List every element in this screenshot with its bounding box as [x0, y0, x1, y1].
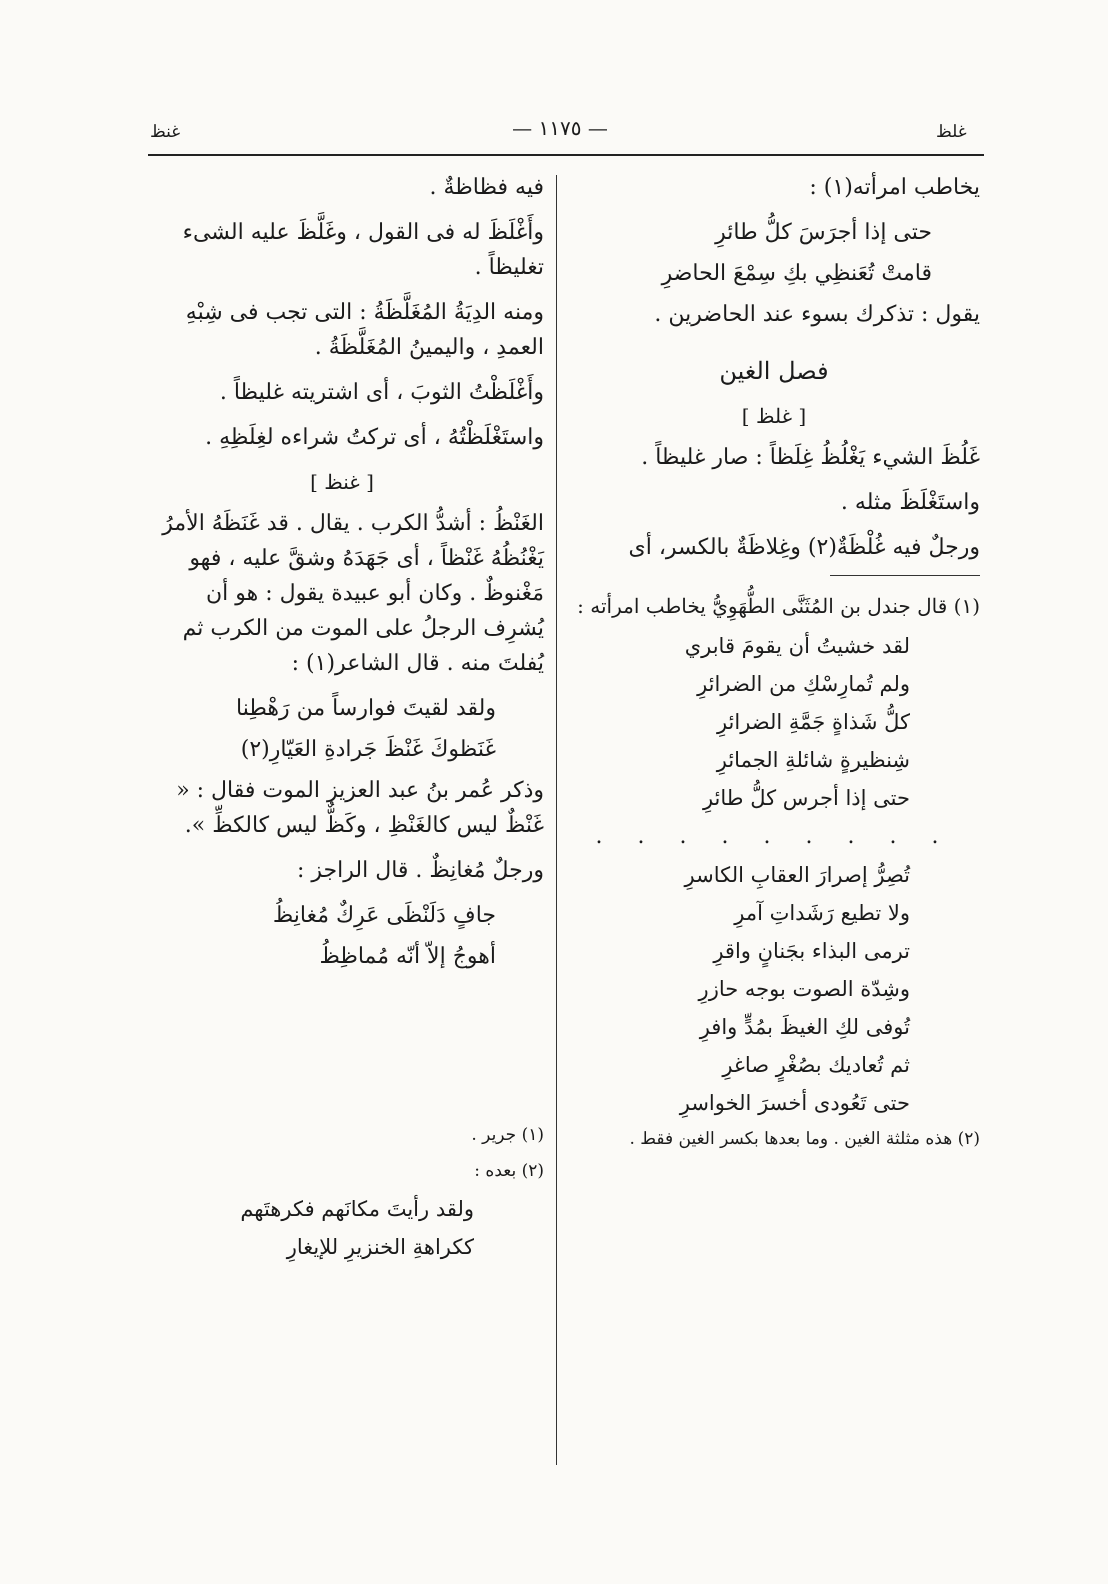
right-paragraph-3: ورجلٌ فيه غُلْظَةٌ(٢) وغِلاظَةٌ بالكسر، أى	[628, 535, 980, 560]
footnote-verse: ولم تُمارِسْكِ من الضرائرِ	[697, 672, 910, 696]
left-footnote-1: (١) جرير .	[471, 1125, 544, 1145]
right-verse-2: قامتْ تُعَنظِي بكِ سِمْعَ الحاضرِ	[661, 261, 932, 286]
left-paragraph-6: الغَنْظُ : أشدُّ الكرب . يقال . قد غَنَظَهُ الأمرُ يَغْنُظُهُ غَنْظاً ، أى جَهَدَهُ وشقَّ عليه ، فهو مَغْنوظٌ . وكان أبو عبيدة يقول : هو أن يُشرِف الرجلُ على الموت من الكرب ثم يُفلتَ منه . قال الشاعر(١) :	[162, 511, 544, 676]
left-verse-3: جافٍ دَلَنْظَى عَرِكٌ مُغانِظُ	[272, 903, 496, 928]
entry-headword-ghnz: [ غنظ ]	[310, 470, 374, 494]
right-paragraph-1: غَلُظَ الشيء يَغْلُظُ غِلَظاً : صار غليظاً .	[641, 445, 980, 470]
column-divider	[556, 175, 557, 1465]
left-verse-4: أهوجُ إلاّ أنّه مُماظِظُ	[319, 944, 496, 969]
right-verse-1: حتى إذا أجرَسَ كلُّ طائرِ	[715, 220, 932, 245]
left-verse-2: غَنَظوكَ غَنْظَ جَرادةِ العَيّارِ(٢)	[240, 737, 496, 762]
left-paragraph-2: وأَغْلَظَ له فى القول ، وغَلَّظَ عليه الشىء تغليظاً .	[182, 220, 544, 280]
footnote-1-intro: (١) قال جندل بن المُثَنَّى الطُّهَوِيُّ يخاطب امرأته :	[577, 594, 980, 618]
footnote-verse: شِنظيرةٍ شائلةِ الجمائرِ	[716, 748, 910, 772]
footnote-verse: كلُّ شَذاةٍ جَمَّةِ الضرائرِ	[716, 710, 910, 734]
left-column	[140, 170, 544, 1268]
left-verse-1: ولقد لقيتَ فوارساً من رَهْطِنا	[236, 696, 496, 721]
footnote-verse: حتى تَعُودى أخسرَ الخواسرِ	[679, 1091, 910, 1115]
footnote-verse: تُصِرُّ إصرارَ العقابِ الكاسرِ	[684, 863, 910, 887]
left-paragraph-3: ومنه الدِيَةُ المُغَلَّظَةُ : التى تجب فى شِبْهِ العمدِ ، واليمينُ المُغَلَّظَةُ .	[185, 300, 544, 360]
footnote-verse: لقد خشيتُ أن يقومَ قابري	[684, 634, 910, 658]
footnote-verse: وشِدّة الصوت بوجه حازرِ	[698, 977, 910, 1001]
header-left-word: غنظ	[150, 122, 181, 142]
left-footnote-2: (٢) بعده :	[474, 1161, 544, 1181]
footnote-verse: ترمى البذاء بجَنانٍ واقرِ	[713, 939, 910, 963]
left-paragraph-8: ورجلٌ مُغانِظٌ . قال الراجز :	[297, 858, 544, 883]
entry-headword-ghlz: [ غلظ ]	[741, 404, 807, 428]
footnote-verse: تُوفى لكِ الغيظَ بمُدٍّ وافرِ	[699, 1015, 910, 1039]
ellipsis-dots: . . . . . . . . .	[595, 824, 953, 849]
right-gloss: يقول : تذكرك بسوء عند الحاضرين .	[654, 302, 980, 327]
footnote-verse: ولا تطيع رَشَداتِ آمرِ	[734, 901, 910, 925]
header-right-word: غلظ	[936, 122, 967, 142]
footnote-verse: ثم تُعاديك بصُغْرٍ صاغرِ	[722, 1053, 910, 1077]
left-footnote-verse-2: ككراهةِ الخنزيرِ للإيغارِ	[286, 1235, 474, 1259]
right-column	[568, 170, 980, 1160]
left-paragraph-5: واستَغْلَظْتُهُ ، أى تركتُ شراءه لغِلَظِهِ .	[205, 425, 544, 450]
left-paragraph-7: وذكر عُمر بنُ عبد العزيز الموت فقال : « غَنْظٌ ليس كالغَنْظِ ، وكَظٌّ ليس كالكظِّ ».	[176, 778, 544, 838]
page-number: — ١١٧٥ —	[512, 116, 608, 140]
right-intro: يخاطب امرأته(١) :	[809, 175, 980, 200]
right-paragraph-2: واستَغْلَظَ مثله .	[840, 490, 980, 515]
footnote-verse: حتى إذا أجرس كلُّ طائرِ	[702, 786, 910, 810]
header-rule	[148, 154, 984, 156]
spacer	[140, 980, 544, 1120]
footnote-2: (٢) هذه مثلثة الغين . وما بعدها بكسر الغين فقط .	[629, 1129, 980, 1149]
left-paragraph-4: وأَغْلَظْتُ الثوبَ ، أى اشتريته غليظاً .	[219, 380, 544, 405]
left-paragraph-1: فيه فظاظةٌ .	[429, 175, 544, 200]
footnote-rule	[830, 575, 980, 576]
left-footnote-verse-1: ولقد رأيتَ مكانَهم فكرهتَهم	[240, 1197, 474, 1221]
section-title: فصل الغين	[719, 357, 829, 385]
